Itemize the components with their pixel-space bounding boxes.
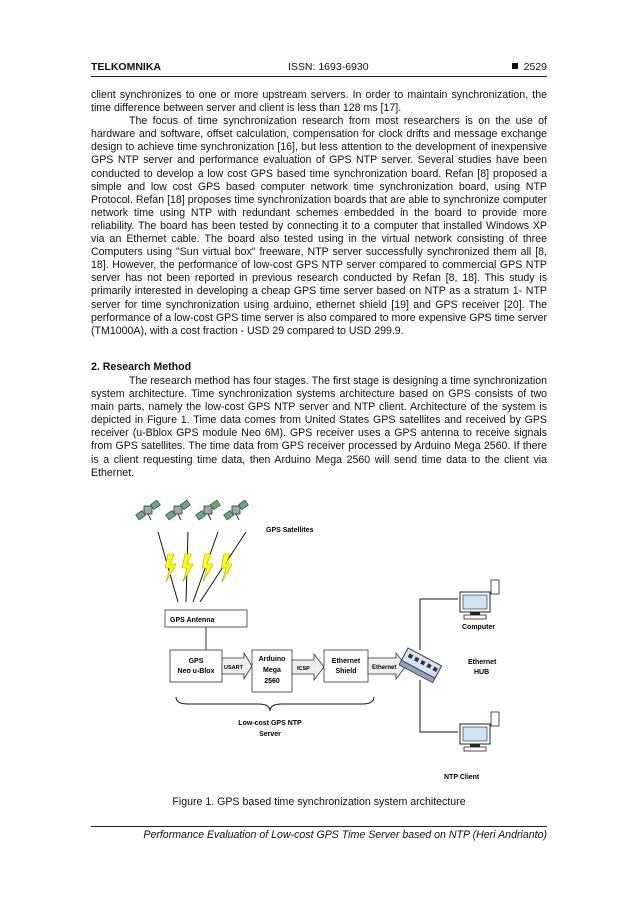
paragraph: client synchronizes to one or more upstream servers. In order to maintain synchronization, the time difference between server and client is less than 128 ms [17].: [91, 89, 547, 115]
shield-line1: Ethernet: [331, 658, 361, 665]
server-label-line2: Server: [259, 731, 281, 738]
server-label-line1: Low-cost GPS NTP: [238, 720, 302, 727]
journal-name: TELKOMNIKA: [91, 61, 161, 73]
satellites-label: GPS Satellites: [266, 527, 314, 534]
signal-bolt-icon: [165, 554, 176, 582]
paragraph: The focus of time synchronization research from most researchers is on the use of hardware and software, offset calculation, compensation for clock drifts and message exchange design to achieve time synchronization [16], but less attention to the development of inexpensive GPS NTP server and performance evaluation of GPS NTP server. Several studies have been conducted to develop a low cost GPS based time synchronization board. Refan [8] proposed a simple and low cost GPS based computer network time synchronization board, using NTP Protocol. Refan [18] proposes time synchronization boards that are able to synchronize computer network time using NTP with redundant schemes embedded in the board to provide more reliability. The board has been tested by connecting it to a computer that installed Windows XP via an Ethernet cable. The board also tested using in the virtual network consisting of three Computers using "Sun virtual box" freeware, NTP server successfully synchronized them all [8, 18]. However, the performance of low-cost GPS NTP server compared to commercial GPS NTP server has not been reported in previous research conducted by Refan [8, 18]. This study is primarily interested in developing a cheap GPS time server based on NTP as a stratum 1- NTP server for time synchronization using arduino, ethernet shield [19] and GPS receiver [20]. The performance of a low-cost GPS time server is also compared to more expensive GPS time server (TM1000A), with a cost fraction - USD 29 compared to USD 299.9.: [91, 115, 547, 337]
page-number-block: [512, 61, 547, 73]
page-number: 2529: [523, 61, 547, 73]
ethernet-hub-icon: [399, 648, 441, 683]
gps-antenna-label: GPS Antenna: [170, 617, 215, 624]
signal-bolt-icon: [221, 554, 232, 582]
gps-module-box: [170, 650, 222, 682]
arduino-line3: 2560: [264, 678, 280, 685]
section-text: [91, 375, 547, 480]
ntp-client-label: NTP Client: [444, 774, 480, 781]
signal-bolt-icon: [182, 554, 193, 582]
paragraph: The research method has four stages. The first stage is designing a time synchronization system architecture. Time synchronization systems architecture based on GPS consists of two main parts, namely the low-cost GPS NTP server and NTP client. Architecture of the system is depicted in Figure 1. Time data comes from United States GPS satellites and received by GPS receiver (u-Bblox GPS module Neo 6M). GPS receiver uses a GPS antenna to receive signals from GPS satellites. The time data from GPS receiver processed by Arduino Mega 2560. If there is a client requesting time data, then Arduino Mega 2560 will send time data to the client via Ethernet.: [91, 375, 547, 479]
satellite-icon: [224, 500, 249, 520]
architecture-figure: [118, 492, 558, 792]
gps-module-line2: Neo u-Blox: [177, 668, 215, 675]
ntp-client-icon: [460, 712, 499, 751]
arduino-line1: Arduino: [258, 656, 286, 663]
satellite-icon: [166, 500, 191, 520]
hub-line1: Ethernet: [468, 659, 497, 666]
issn: ISSN: 1693-6930: [288, 61, 369, 73]
arduino-line2: Mega: [263, 667, 281, 674]
usart-label: USART: [224, 665, 243, 671]
shield-line2: Shield: [335, 668, 357, 675]
icsp-label: ICSP: [297, 666, 310, 672]
server-brace: [176, 697, 374, 711]
hub-line2: HUB: [474, 669, 490, 676]
ethernet-shield-box: [324, 650, 368, 682]
running-header: [91, 58, 547, 77]
computer-label: Computer: [462, 624, 496, 631]
intro-text: [91, 89, 547, 338]
square-bullet-icon: [512, 63, 518, 69]
figure-caption: Figure 1. GPS based time synchronization system architecture: [172, 796, 466, 808]
gps-module-line1: GPS: [188, 658, 204, 665]
signal-bolt-icon: [202, 554, 213, 582]
computer-icon: [460, 580, 499, 619]
ethernet-label: Ethernet: [372, 665, 397, 671]
satellite-icon: [196, 500, 221, 520]
satellite-icon: [136, 500, 161, 520]
running-footer: Performance Evaluation of Low-cost GPS Time Server based on NTP (Heri Andrianto): [91, 826, 547, 841]
section-heading: 2. Research Method: [91, 361, 192, 373]
